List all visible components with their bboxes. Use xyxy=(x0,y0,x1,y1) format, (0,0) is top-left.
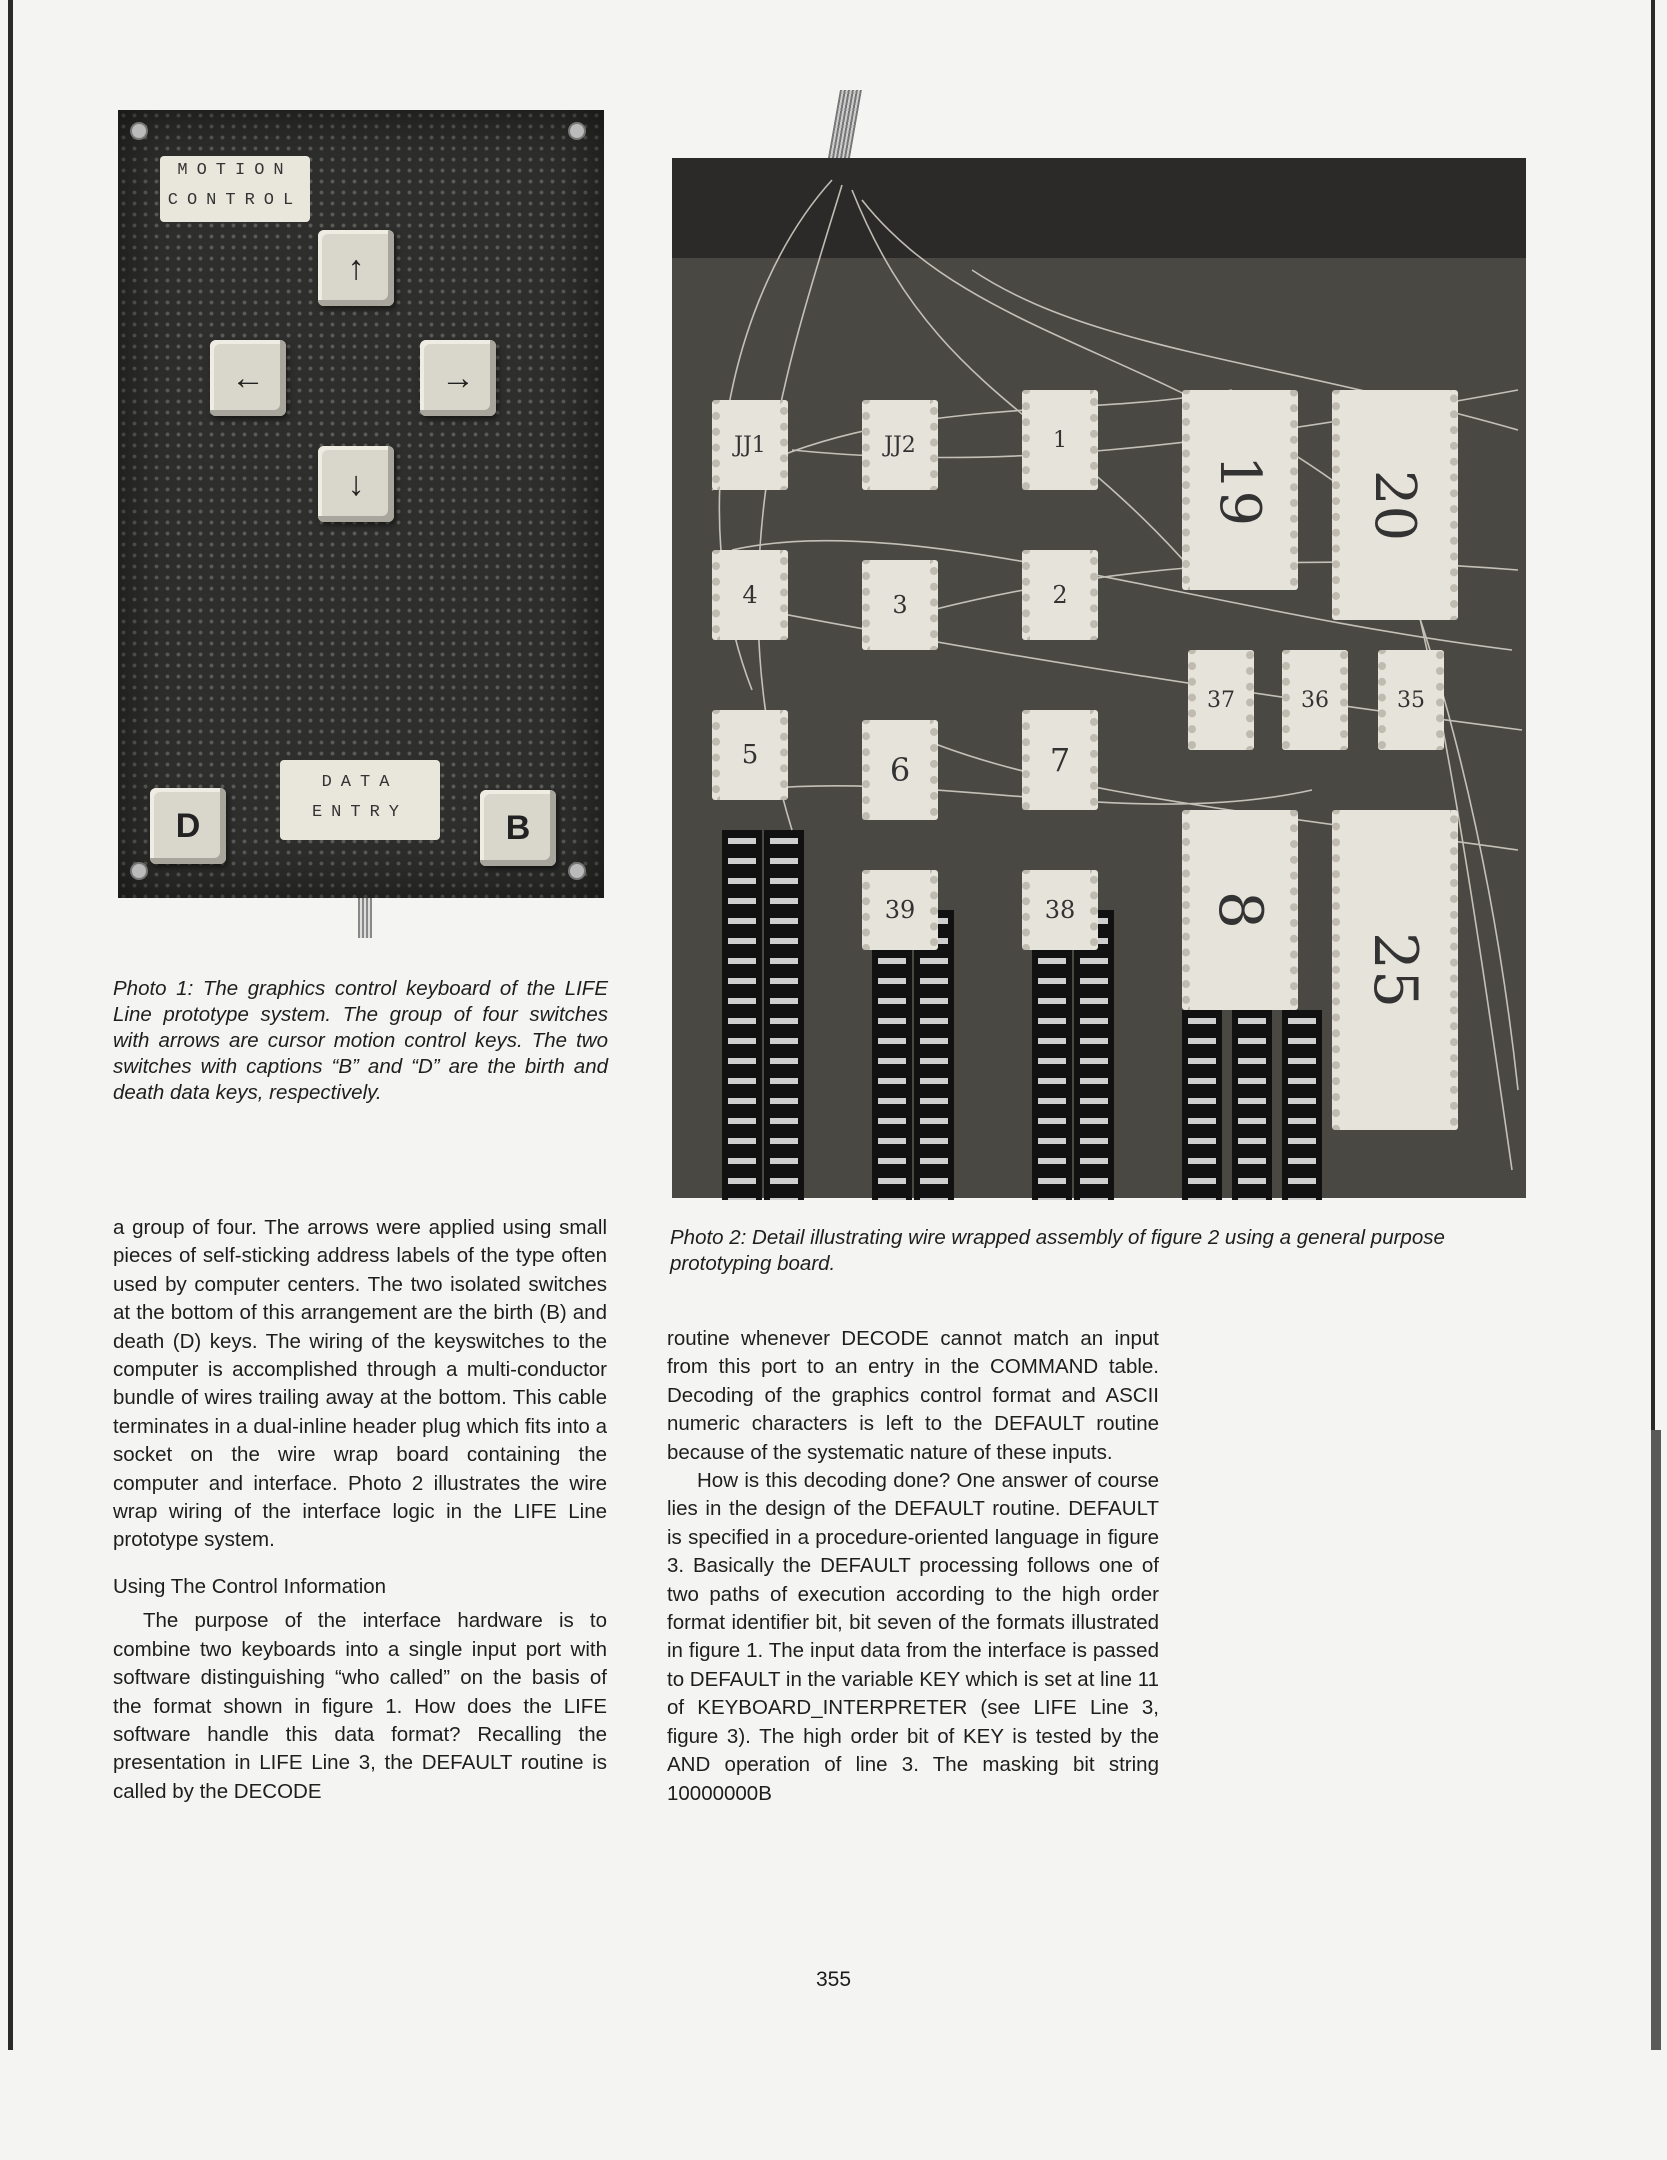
left-arrow-icon: ← xyxy=(231,358,265,397)
ic-chip xyxy=(1182,810,1298,1010)
data-entry-label xyxy=(280,760,440,840)
up-arrow-icon: ↑ xyxy=(347,248,365,287)
chip-label: 20 xyxy=(1362,469,1428,541)
page-number: 355 xyxy=(815,1968,852,1991)
right-arrow-key xyxy=(420,340,496,416)
motion-control-label-line1: MOTION xyxy=(177,161,293,180)
chip-label: 8 xyxy=(1205,890,1275,930)
ic-chip xyxy=(862,400,938,490)
ic-chip xyxy=(862,720,938,820)
ic-chip xyxy=(1282,650,1348,750)
ic-chip xyxy=(1378,650,1444,750)
ic-chip xyxy=(1022,870,1098,950)
screw-icon xyxy=(132,124,146,138)
chip-label: 5 xyxy=(741,740,759,770)
chip-label: 37 xyxy=(1207,687,1235,713)
chip-label: 19 xyxy=(1207,454,1273,526)
chip-label: 39 xyxy=(884,896,916,924)
death-key xyxy=(150,788,226,864)
section-heading: Using The Control Information xyxy=(113,1574,387,1598)
data-entry-label-line1: DATA xyxy=(321,773,399,792)
chip-label: 1 xyxy=(1053,427,1067,453)
chip-label: 36 xyxy=(1301,687,1329,713)
death-key-letter: D xyxy=(175,806,201,845)
page-edge-left xyxy=(8,0,13,2050)
ic-chip xyxy=(712,710,788,800)
chip-label: 4 xyxy=(742,581,758,609)
ic-chip xyxy=(1188,650,1254,750)
chip-label: 6 xyxy=(889,751,911,789)
chip-label: 3 xyxy=(892,591,908,619)
ic-chip xyxy=(862,870,938,950)
ic-chip xyxy=(1332,810,1458,1130)
ic-chip xyxy=(1182,390,1298,590)
screw-icon xyxy=(570,864,584,878)
keyboard-cable xyxy=(358,898,372,938)
chip-label: 2 xyxy=(1052,581,1068,609)
chip-label: JJ1 xyxy=(734,432,766,458)
screw-icon xyxy=(132,864,146,878)
photo-2-caption: Photo 2: Detail illustrating wire wrapped assembly of figure 2 using a general purpose prototyping board. xyxy=(670,1226,1445,1275)
page-edge-shadow xyxy=(1651,1430,1661,2050)
motion-control-label xyxy=(160,156,310,222)
left-paragraph-1: a group of four. The arrows were applied using small pieces of self-sticking address labels of the type often used by computer centers. The two isolated switches at the bottom of this arrangement are the birth (B) and death (D) keys. The wiring of the keyswitches to the computer is accomplished through a multi-conductor bundle of wires trailing away at the bottom. This cable terminates in a dual-inline header plug which fits into a socket on the wire wrap board containing the computer and interface. Photo 2 illustrates the wire wrap wiring of the interface logic in the LIFE Line prototype system. xyxy=(113,1216,607,1552)
birth-key xyxy=(480,790,556,866)
left-arrow-key xyxy=(210,340,286,416)
chip-label: 38 xyxy=(1044,896,1076,924)
up-arrow-key xyxy=(318,230,394,306)
chip-label: 35 xyxy=(1397,687,1425,713)
chip-label: 7 xyxy=(1049,741,1071,779)
motion-control-label-line2: CONTROL xyxy=(167,191,303,210)
birth-key-letter: B xyxy=(505,808,531,847)
right-paragraph-1: routine whenever DECODE cannot match an input from this port to an entry in the COMMAND table. Decoding of the graphics control format and ASCII numeric characters is left to the DEFAULT routine because of the systematic nature of these inputs. xyxy=(667,1327,1159,1464)
right-column xyxy=(667,1325,1159,1808)
screw-icon xyxy=(570,124,584,138)
right-paragraph-2: How is this decoding done? One answer of course lies in the design of the DEFAULT routine. DEFAULT is specified in a procedure-oriented language in figure 3. Basically the DEFAULT processing follows one of two paths of execution according to the high order format identifier bit, bit seven of the formats illustrated in figure 1. The input data from the interface is passed to DEFAULT in the variable KEY which is set at line 11 of KEYBOARD_INTERPRETER (see LIFE Line 3, figure 3). The high order bit of KEY is tested by the AND operation of line 3. The masking bit string 10000000B xyxy=(667,1469,1159,1805)
ic-chip xyxy=(712,400,788,490)
right-arrow-icon: → xyxy=(441,358,475,397)
photo-1-keyboard xyxy=(118,110,604,910)
ic-chip xyxy=(862,560,938,650)
ic-chip xyxy=(1022,550,1098,640)
left-column xyxy=(113,1214,607,1806)
down-arrow-icon: ↓ xyxy=(347,464,365,503)
data-entry-label-line2: ENTRY xyxy=(311,803,408,822)
perfboard xyxy=(118,110,604,898)
left-paragraph-2: The purpose of the interface hardware is to combine two keyboards into a single input port with software distinguishing “who called” on the basis of the format shown in figure 1. How does the LIFE software handle this data format? Recalling the presentation in LIFE Line 3, the DEFAULT routine is called by the DECODE xyxy=(113,1609,607,1803)
chip-label: 25 xyxy=(1359,931,1430,1009)
photo-1-caption: Photo 1: The graphics control keyboard of the LIFE Line prototype system. The group of four switches with arrows are cursor motion control keys. The two switches with captions “B” and “D” are the birth and death data keys, respectively. xyxy=(113,977,608,1104)
ic-chip xyxy=(1022,390,1098,490)
ic-chip xyxy=(1332,390,1458,620)
down-arrow-key xyxy=(318,446,394,522)
chip-label: JJ2 xyxy=(884,432,916,458)
ic-chip xyxy=(1022,710,1098,810)
photo-2-wire-wrap-board xyxy=(672,90,1526,1200)
ic-chip xyxy=(712,550,788,640)
